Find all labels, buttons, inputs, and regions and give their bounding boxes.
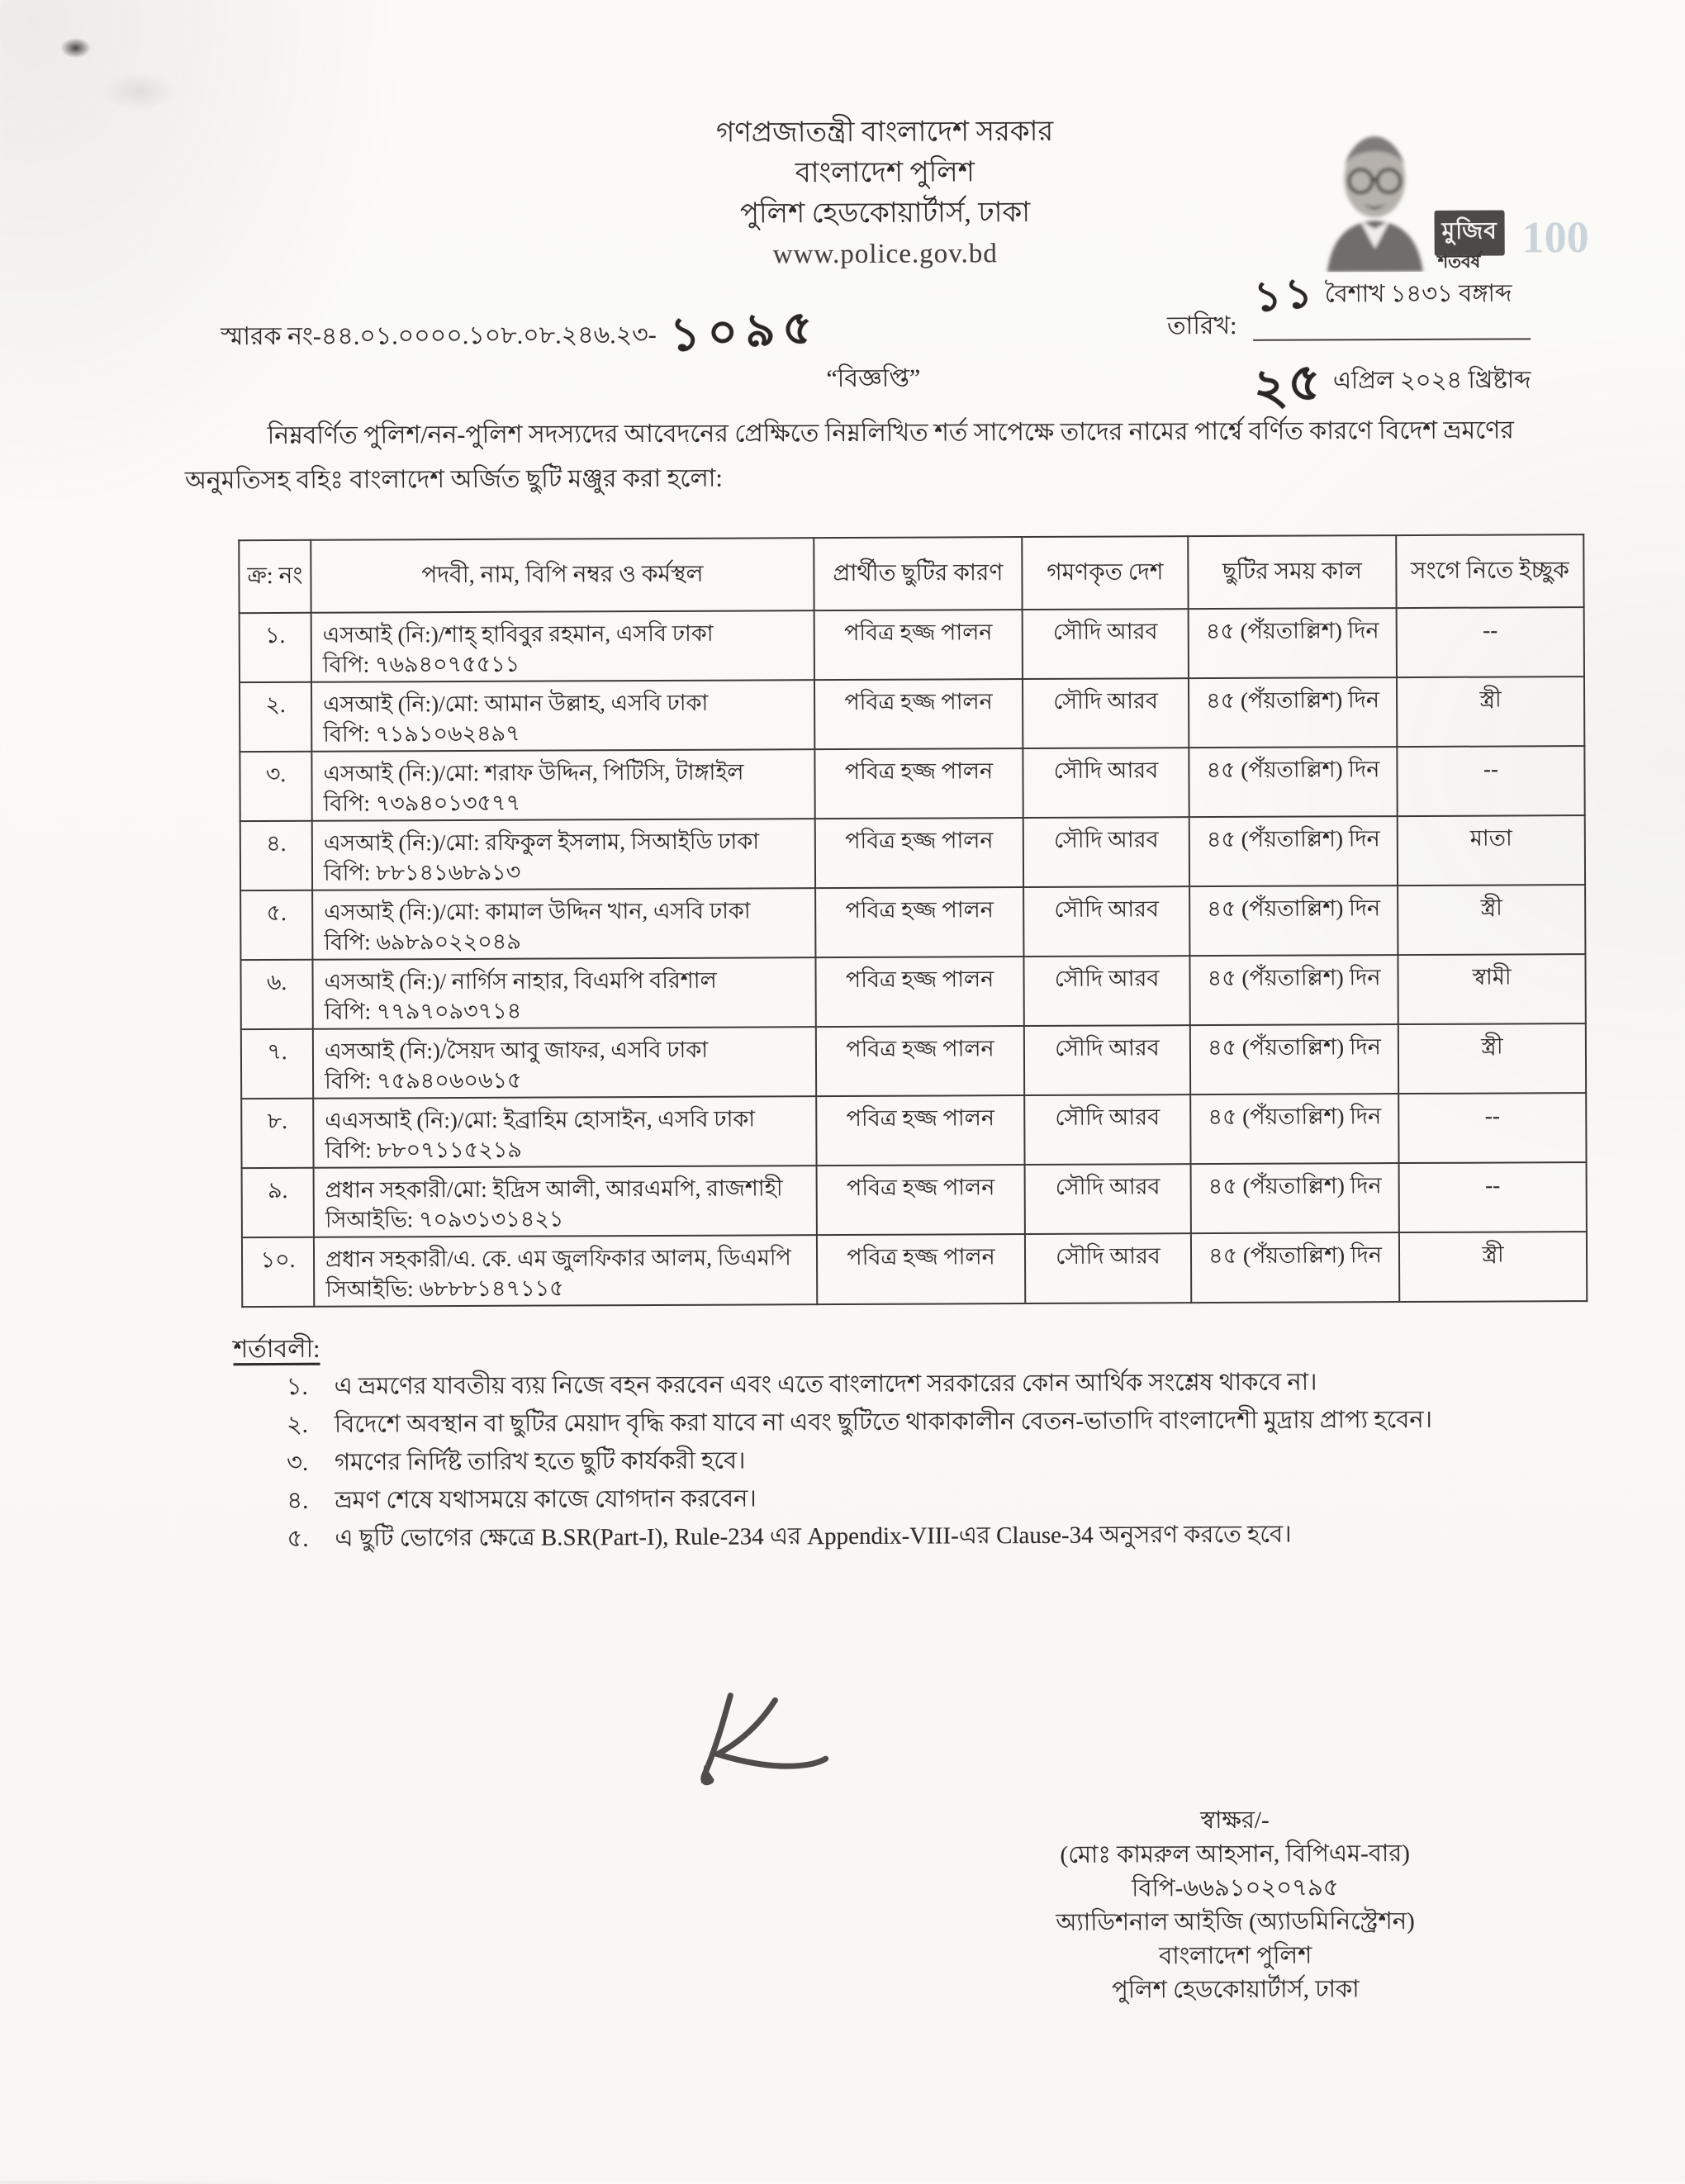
name-line: প্রধান সহকারী/মো: ইদ্রিস আলী, আরএমপি, রাজশাহী <box>325 1173 811 1205</box>
table-row <box>242 1232 1587 1307</box>
cell-reason: পবিত্র হজ্জ পালন <box>817 1165 1025 1235</box>
mujib-portrait <box>1308 123 1441 273</box>
bp-line: বিপি: ৭৩৯৪০১৩৫৭৭ <box>324 786 809 819</box>
cell-duration: ৪৫ (পঁয়তাল্লিশ) দিন <box>1189 885 1398 956</box>
cell-companion: স্ত্রী <box>1399 1232 1587 1302</box>
list-item <box>287 1406 1592 1439</box>
scan-speck <box>61 38 91 58</box>
cell-duration: ৪৫ (পঁয়তাল্লিশ) দিন <box>1189 747 1397 817</box>
cell-duration: ৪৫ (পঁয়তাল্লিশ) দিন <box>1189 608 1397 678</box>
bp-line: বিপি: ৭১৯১০৬২৪৯৭ <box>323 717 809 749</box>
signatory-designation: অ্যাডিশনাল আইজি (অ্যাডমিনিস্ট্রেশন) <box>904 1904 1565 1940</box>
condition-text: এ ভ্রমণের যাবতীয় ব্যয় নিজে বহন করবেন এবং এতে বাংলাদেশ সরকারের কোন আর্থিক সংশ্লেষ থাকবে না। <box>335 1369 1317 1400</box>
memo-number-label: স্মারক নং-৪৪.০১.০০০০.১০৮.০৮.২৪৬.২৩- <box>221 321 657 350</box>
bp-line: সিআইভি: ৭০৯৩১৩১৪২১ <box>325 1203 811 1235</box>
date-gregorian-rest: এপ্রিল ২০২৪ খ্রিষ্টাব্দ <box>1333 367 1531 394</box>
cell-reason: পবিত্র হজ্জ পালন <box>815 818 1023 888</box>
cell-country: সৌদি আরব <box>1023 817 1189 887</box>
cell-country: সৌদি আরব <box>1025 1233 1191 1303</box>
cell-name <box>312 888 815 960</box>
org-address: পুলিশ হেডকোয়ার্টার্স, ঢাকা <box>562 192 1207 235</box>
name-line: এসআই (নি:)/মো: শরাফ উদ্দিন, পিটিসি, টাঙ্গাইল <box>323 757 809 789</box>
condition-number: ১. <box>287 1374 335 1401</box>
cell-name <box>314 1235 817 1307</box>
cell-companion: স্ত্রী <box>1398 1023 1586 1094</box>
cell-reason: পবিত্র হজ্জ পালন <box>816 1026 1024 1096</box>
condition-number: ৩. <box>287 1450 335 1477</box>
name-line: এসআই (নি:)/সৈয়দ আবু জাফর, এসবি ঢাকা <box>325 1034 810 1066</box>
date-bangla <box>1253 263 1531 340</box>
bp-line: বিপি: ৭৫৯৪০৬০৬১৫ <box>325 1064 810 1096</box>
table-row <box>242 1162 1587 1237</box>
cell-country: সৌদি আরব <box>1023 886 1189 957</box>
cell-reason: পবিত্র হজ্জ পালন <box>815 957 1023 1027</box>
cell-country: সৌদি আরব <box>1023 748 1189 818</box>
cell-companion: স্বামী <box>1398 954 1585 1024</box>
signature-block <box>904 1802 1566 2008</box>
cell-companion: মাতা <box>1398 815 1585 885</box>
cell-name <box>313 1027 816 1099</box>
cell-duration: ৪৫ (পঁয়তাল্লিশ) দিন <box>1189 955 1398 1025</box>
cell-duration: ৪৫ (পঁয়তাল্লিশ) দিন <box>1189 816 1398 886</box>
cell-duration: ৪৫ (পঁয়তাল্লিশ) দিন <box>1190 1094 1398 1164</box>
condition-text: এ ছুটি ভোগের ক্ষেত্রে B.SR(Part-I), Rule-234 এর Appendix-VIII-এর Clause-34 অনুসরণ করতে হবে। <box>335 1522 1291 1553</box>
cell-country: সৌদি আরব <box>1023 678 1189 748</box>
bp-line: সিআইভি: ৬৮৮৮১৪৭১১৫ <box>325 1272 811 1304</box>
col-header-companion: সংগে নিতে ইচ্ছুক <box>1396 534 1583 608</box>
cell-duration: ৪৫ (পঁয়তাল্লিশ) দিন <box>1191 1232 1399 1303</box>
cell-companion: -- <box>1398 1093 1586 1163</box>
date-gregorian-day-handwritten: ২৫ <box>1248 342 1328 435</box>
table-row <box>240 677 1584 752</box>
cell-serial: ১. <box>240 613 311 682</box>
cell-name <box>311 610 814 682</box>
col-header-name: পদবী, নাম, বিপি নম্বর ও কর্মস্থল <box>311 538 814 613</box>
cell-serial: ২. <box>240 682 311 752</box>
cell-name <box>312 957 815 1029</box>
date-bangla-day-handwritten: ১১ <box>1251 261 1319 335</box>
col-header-serial: ক্র: নং <box>239 540 311 613</box>
cell-serial: ৩. <box>240 752 311 821</box>
cell-serial: ৯. <box>242 1168 314 1237</box>
table-row <box>240 746 1584 821</box>
cell-duration: ৪৫ (পঁয়তাল্লিশ) দিন <box>1189 677 1397 748</box>
logo-mujib-text: মুজিব <box>1435 210 1505 255</box>
cell-reason: পবিত্র হজ্জ পালন <box>815 887 1023 957</box>
cell-name <box>313 1096 816 1168</box>
intro-paragraph: নিম্নবর্ণিত পুলিশ/নন-পুলিশ সদস্যদের আবেদনের প্রেক্ষিতে নিম্নলিখিত শর্ত সাপেক্ষে তাদের নামের পার্শ্বে বর্ণিত কারণে বিদেশ ভ্রমণের অনুমতিসহ বহিঃ বাংলাদেশ অর্জিত ছুটি মঞ্জুর করা হলো: <box>185 408 1566 503</box>
cell-companion: -- <box>1397 746 1584 816</box>
letterhead <box>562 111 1208 276</box>
signatory-name: (মোঃ কামরুল আহসান, বিপিএম-বার) <box>904 1836 1565 1873</box>
cell-companion: স্ত্রী <box>1398 885 1585 955</box>
government-name: গণপ্রজাতন্ত্রী বাংলাদেশ সরকার <box>562 111 1207 154</box>
cell-companion: -- <box>1399 1162 1587 1232</box>
date-values <box>1253 263 1531 430</box>
cell-serial: ৬. <box>240 960 312 1029</box>
cell-reason: পবিত্র হজ্জ পালন <box>814 679 1023 749</box>
table-row <box>240 954 1585 1029</box>
table-row <box>240 885 1585 960</box>
list-item <box>287 1482 1592 1515</box>
name-line: এসআই (নি:)/শাহ্‌ হাবিবুর রহমান, এসবি ঢাকা <box>323 618 809 650</box>
condition-text: গমণের নির্দিষ্ট তারিখ হতে ছুটি কার্যকরী হবে। <box>335 1448 746 1477</box>
cell-serial: ৪. <box>240 821 312 890</box>
bp-line: বিপি: ৮৮১৪১৬৮৯১৩ <box>324 856 809 888</box>
cell-duration: ৪৫ (পঁয়তাল্লিশ) দিন <box>1190 1024 1398 1094</box>
bp-line: বিপি: ৭৬৯৪০৭৫৫১১ <box>323 648 809 680</box>
cell-name <box>311 749 814 821</box>
scan-smudge <box>102 73 177 111</box>
cell-serial: ১০. <box>242 1237 314 1307</box>
leave-table-header <box>239 534 1583 613</box>
cell-country: সৌদি আরব <box>1025 1164 1191 1234</box>
logo-shatoborsho-text: শতবর্ষ <box>1438 249 1481 278</box>
date-bangla-rest: বৈশাখ ১৪৩১ বঙ্গাব্দ <box>1325 280 1512 307</box>
cell-serial: ৭. <box>241 1029 313 1099</box>
cell-reason: পবিত্র হজ্জ পালন <box>814 610 1023 680</box>
condition-text: বিদেশে অবস্থান বা ছুটির মেয়াদ বৃদ্ধি করা যাবে না এবং ছুটিতে থাকাকালীন বেতন-ভাতাদি বাংলাদেশী মুদ্রায় প্রাপ্য হবেন। <box>335 1407 1432 1439</box>
condition-number: ২. <box>287 1412 335 1439</box>
conditions-list <box>287 1368 1592 1564</box>
table-row <box>241 1023 1586 1099</box>
signatory-bp-number: বিপি-৬৬৯১০২০৭৯৫ <box>904 1870 1565 1906</box>
cell-name <box>312 819 815 890</box>
table-row <box>241 1093 1586 1168</box>
bp-line: বিপি: ৬৯৮৯০২২০৪৯ <box>324 925 809 957</box>
name-line: এএসআই (নি:)/মো: ইব্রাহিম হোসাইন, এসবি ঢাকা <box>325 1104 810 1136</box>
signature-marker: স্বাক্ষর/- <box>904 1802 1565 1839</box>
col-header-country: গমণকৃত দেশ <box>1022 536 1188 610</box>
name-line: এসআই (নি:)/মো: আমান উল্লাহ, এসবি ঢাকা <box>323 687 809 719</box>
handwritten-signature-mark <box>679 1682 853 1807</box>
cell-name <box>314 1166 817 1237</box>
leave-table <box>238 534 1588 1308</box>
cell-name <box>311 680 814 752</box>
condition-number: ৫. <box>287 1526 335 1553</box>
condition-number: ৪. <box>287 1488 335 1515</box>
cell-country: সৌদি আরব <box>1024 1094 1190 1165</box>
name-line: এসআই (নি:)/মো: রফিকুল ইসলাম, সিআইডি ঢাকা <box>324 826 809 858</box>
name-line: এসআই (নি:)/মো: কামাল উদ্দিন খান, এসবি ঢাকা <box>324 895 809 928</box>
cell-country: সৌদি আরব <box>1024 1025 1190 1095</box>
name-line: প্রধান সহকারী/এ. কে. এম জুলফিকার আলম, ডিএমপি <box>325 1242 811 1275</box>
condition-text: ভ্রমণ শেষে যথাসময়ে কাজে যোগদান করবেন। <box>335 1485 757 1514</box>
table-row <box>240 815 1585 890</box>
cell-companion: স্ত্রী <box>1397 677 1584 747</box>
cell-country: সৌদি আরব <box>1023 956 1189 1026</box>
bp-line: বিপি: ৮৮০৭১১৫২১৯ <box>325 1133 810 1166</box>
logo-100-text: 100 <box>1522 211 1589 263</box>
name-line: এসআই (নি:)/ নার্গিস নাহার, বিএমপি বরিশাল <box>324 965 809 997</box>
cell-serial: ৫. <box>240 890 312 960</box>
cell-duration: ৪৫ (পঁয়তাল্লিশ) দিন <box>1191 1163 1399 1233</box>
signatory-org: বাংলাদেশ পুলিশ <box>905 1938 1566 1974</box>
conditions-title: শর্তাবলী: <box>233 1329 320 1371</box>
cell-reason: পবিত্র হজ্জ পালন <box>816 1095 1024 1166</box>
org-name: বাংলাদেশ পুলিশ <box>562 151 1207 194</box>
notice-title: “বিজ্ঞপ্তি” <box>551 357 1195 401</box>
signatory-office: পুলিশ হেডকোয়ার্টার্স, ঢাকা <box>905 1972 1566 2008</box>
cell-reason: পবিত্র হজ্জ পালন <box>814 748 1023 819</box>
list-item <box>287 1368 1592 1401</box>
bp-line: বিপি: ৭৭৯৭০৯৩৭১৪ <box>325 995 810 1027</box>
col-header-reason: প্রার্থীত ছুটির কারণ <box>814 537 1022 610</box>
date-label: তারিখ: <box>1167 306 1237 348</box>
cell-reason: পবিত্র হজ্জ পালন <box>817 1234 1025 1304</box>
list-item <box>287 1444 1592 1477</box>
memo-number-handwritten: ১০৯৫ <box>667 291 821 377</box>
list-item <box>287 1520 1592 1553</box>
col-header-duration: ছুটির সময় কাল <box>1188 535 1396 609</box>
cell-companion: -- <box>1397 607 1584 677</box>
mujib-100-logo <box>1308 117 1590 279</box>
cell-serial: ৮. <box>241 1099 313 1168</box>
table-row <box>240 607 1584 682</box>
website-text: www.police.gov.bd <box>563 232 1208 276</box>
cell-country: সৌদি আরব <box>1023 609 1189 679</box>
